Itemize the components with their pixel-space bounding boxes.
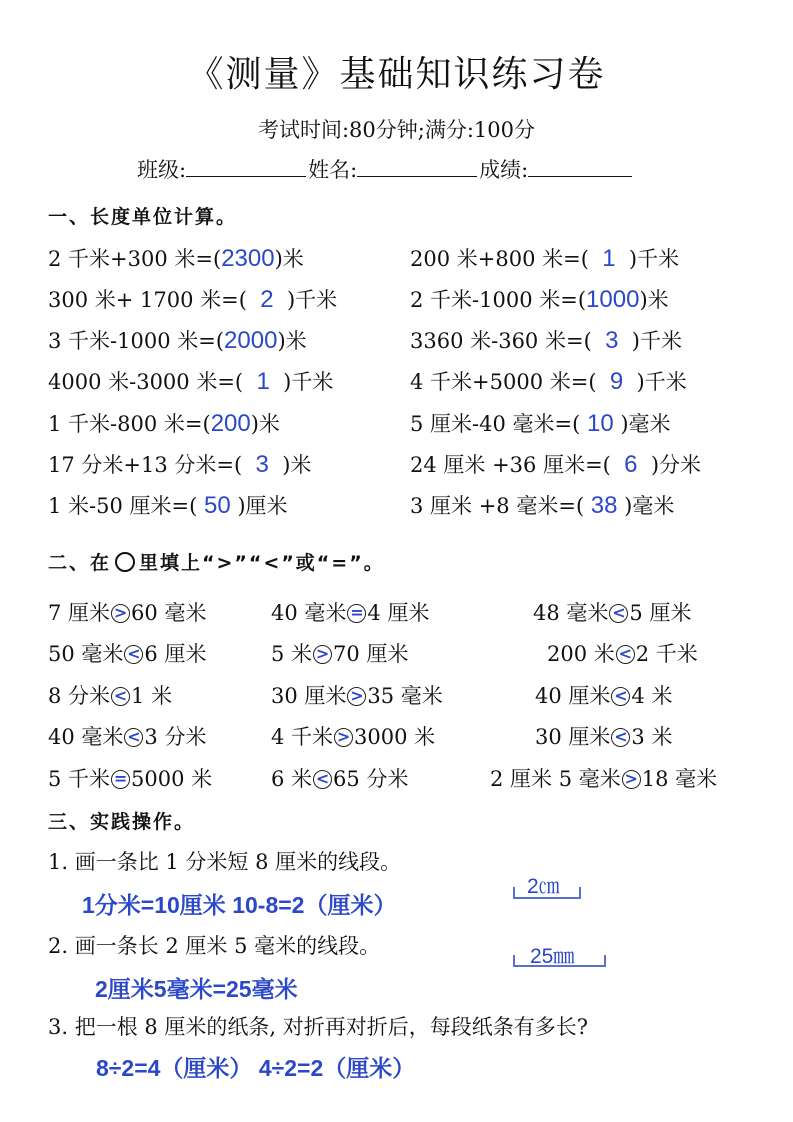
- answer-field[interactable]: 1000: [586, 286, 640, 313]
- right-quantity: 2 千米: [635, 642, 698, 666]
- comparison-item: [48, 680, 172, 710]
- question-2: 2. 画一条长 2 厘米 5 毫米的线段。: [48, 934, 381, 958]
- right-quantity: 3 米: [631, 725, 673, 749]
- right-quantity: 4 米: [631, 684, 673, 708]
- calc-problem: [410, 366, 687, 396]
- answer-1: 1分米=10厘米 10-8=2（厘米）: [82, 892, 397, 918]
- left-quantity: 30 厘米: [535, 725, 611, 749]
- right-quantity: 4 厘米: [367, 601, 430, 625]
- name-field[interactable]: [357, 154, 477, 177]
- answer-field[interactable]: 38: [590, 492, 618, 519]
- calc-problem: [410, 325, 682, 355]
- answer-field[interactable]: 2300: [221, 245, 275, 272]
- segment-2-label: 25㎜: [530, 945, 575, 968]
- left-quantity: 40 毫米: [271, 601, 347, 625]
- calc-problem: [48, 366, 333, 396]
- unit-text: )米: [277, 329, 307, 353]
- comparison-item: [271, 680, 443, 710]
- answer-3: 8÷2=4（厘米） 4÷2=2（厘米）: [96, 1055, 416, 1081]
- problem-text: 3 厘米 +8 毫米=(: [410, 494, 585, 518]
- comparison-item: [48, 763, 212, 793]
- unit-text: )毫米: [624, 494, 675, 518]
- comparison-circle[interactable]: <: [124, 645, 143, 664]
- class-field[interactable]: [186, 154, 306, 177]
- class-label: 班级:: [137, 158, 187, 182]
- problem-text: 4000 米-3000 米=(: [48, 370, 244, 394]
- unit-text: )米: [274, 247, 304, 271]
- comparison-circle[interactable]: =: [111, 770, 130, 789]
- calc-problem: [410, 243, 679, 273]
- right-quantity: 3000 米: [354, 725, 436, 749]
- left-quantity: 40 毫米: [48, 725, 124, 749]
- problem-text: 24 厘米 +36 厘米=(: [410, 453, 611, 477]
- problem-text: 1 千米-800 米=(: [48, 412, 211, 436]
- comparison-item: [271, 638, 408, 668]
- left-quantity: 40 厘米: [535, 684, 611, 708]
- comparison-circle[interactable]: >: [334, 728, 353, 747]
- right-quantity: 6 厘米: [144, 642, 207, 666]
- left-quantity: 50 毫米: [48, 642, 124, 666]
- score-label: 成绩:: [479, 158, 529, 182]
- section1-heading: 一、长度单位计算。: [48, 206, 238, 228]
- answer-field[interactable]: 1: [256, 368, 270, 395]
- right-quantity: 18 毫米: [641, 767, 718, 791]
- problem-text: 200 米+800 米=(: [410, 247, 589, 271]
- score-field[interactable]: [528, 154, 632, 177]
- unit-text: )米: [282, 453, 312, 477]
- comparison-circle[interactable]: <: [124, 728, 143, 747]
- unit-text: )千米: [286, 288, 338, 312]
- calc-problem: [48, 243, 304, 273]
- calc-problem: [410, 284, 669, 314]
- comparison-item: [48, 721, 206, 751]
- right-quantity: 3 分米: [144, 725, 207, 749]
- comparison-item: [535, 680, 672, 710]
- segment-1-line: [513, 887, 581, 899]
- segment-2-line: [513, 955, 606, 967]
- comparison-item: [271, 721, 435, 751]
- comparison-circle[interactable]: <: [313, 770, 332, 789]
- comparison-circle[interactable]: >: [347, 687, 366, 706]
- calc-problem: [410, 408, 671, 438]
- section2-heading-pre: 二、在: [48, 552, 112, 574]
- calc-problem: [48, 325, 307, 355]
- left-quantity: 48 毫米: [533, 601, 609, 625]
- right-quantity: 65 分米: [333, 767, 409, 791]
- circle-icon: [115, 552, 135, 572]
- answer-field[interactable]: 1: [602, 245, 616, 272]
- problem-text: 300 米+ 1700 米=(: [48, 288, 247, 312]
- answer-field[interactable]: 2000: [224, 327, 278, 354]
- unit-text: )千米: [283, 370, 334, 394]
- comparison-circle[interactable]: <: [616, 645, 635, 664]
- left-quantity: 30 厘米: [271, 684, 347, 708]
- comparison-item: [490, 763, 717, 793]
- answer-field[interactable]: 3: [605, 327, 619, 354]
- problem-text: 2 千米+300 米=(: [48, 247, 222, 271]
- right-quantity: 5000 米: [131, 767, 213, 791]
- problem-text: 17 分米+13 分米=(: [48, 453, 243, 477]
- section2-heading: [48, 548, 385, 575]
- answer-field[interactable]: 10: [586, 410, 614, 437]
- left-quantity: 5 千米: [48, 767, 111, 791]
- unit-text: )毫米: [620, 412, 671, 436]
- section2-heading-post: 里填上“>”“<”或“=”。: [139, 552, 385, 574]
- calc-problem: [48, 449, 311, 479]
- student-info-row: [137, 154, 634, 184]
- problem-text: 3 千米-1000 米=(: [48, 329, 225, 353]
- answer-field[interactable]: 200: [210, 410, 251, 437]
- answer-field[interactable]: 50: [203, 492, 231, 519]
- question-3: 3. 把一根 8 厘米的纸条, 对折再对折后，每段纸条有多长?: [48, 1015, 589, 1039]
- name-label: 姓名:: [308, 158, 358, 182]
- comparison-circle[interactable]: <: [609, 604, 628, 623]
- left-quantity: 8 分米: [48, 684, 111, 708]
- answer-field[interactable]: 2: [260, 286, 274, 313]
- answer-2: 2厘米5毫米=25毫米: [95, 976, 298, 1002]
- right-quantity: 60 毫米: [131, 601, 207, 625]
- problem-text: 5 厘米-40 毫米=(: [410, 412, 581, 436]
- calc-problem: [410, 449, 701, 479]
- comparison-item: [547, 638, 698, 668]
- comparison-item: [48, 597, 206, 627]
- exam-info: 考试时间:80分钟;满分:100分: [257, 118, 536, 142]
- answer-field[interactable]: 3: [255, 451, 269, 478]
- comparison-circle[interactable]: =: [347, 604, 366, 623]
- calc-problem: [48, 284, 337, 314]
- right-quantity: 5 厘米: [629, 601, 692, 625]
- left-quantity: 200 米: [547, 642, 615, 666]
- calc-problem: [48, 408, 280, 438]
- comparison-item: [271, 763, 408, 793]
- right-quantity: 70 厘米: [333, 642, 409, 666]
- unit-text: )千米: [628, 247, 680, 271]
- left-quantity: 4 千米: [271, 725, 334, 749]
- problem-text: 4 千米+5000 米=(: [410, 370, 597, 394]
- left-quantity: 7 厘米: [48, 601, 111, 625]
- problem-text: 1 米-50 厘米=(: [48, 494, 198, 518]
- page-title: 《测量》基础知识练习卷: [187, 54, 606, 95]
- problem-text: 3360 米-360 米=(: [410, 329, 592, 353]
- left-quantity: 6 米: [271, 767, 313, 791]
- unit-text: )千米: [636, 370, 687, 394]
- left-quantity: 5 米: [271, 642, 313, 666]
- unit-text: )千米: [631, 329, 682, 353]
- comparison-item: [535, 721, 672, 751]
- section3-heading: 三、实践操作。: [48, 811, 196, 833]
- answer-field[interactable]: 9: [609, 368, 624, 395]
- left-quantity: 2 厘米 5 毫米: [490, 767, 621, 791]
- comparison-circle[interactable]: >: [313, 645, 332, 664]
- problem-text: 2 千米-1000 米=(: [410, 288, 587, 312]
- comparison-circle[interactable]: >: [622, 770, 641, 789]
- comparison-circle[interactable]: <: [611, 687, 630, 706]
- calc-problem: [48, 490, 288, 520]
- segment-1-label: 2㎝: [527, 875, 560, 898]
- comparison-circle[interactable]: >: [111, 604, 130, 623]
- unit-text: )米: [639, 288, 669, 312]
- calc-problem: [410, 490, 674, 520]
- comparison-item: [533, 597, 691, 627]
- unit-text: )厘米: [237, 494, 288, 518]
- comparison-circle[interactable]: <: [611, 728, 630, 747]
- right-quantity: 1 米: [131, 684, 173, 708]
- comparison-item: [271, 597, 429, 627]
- comparison-circle[interactable]: <: [111, 687, 130, 706]
- unit-text: )米: [250, 412, 280, 436]
- unit-text: )分米: [650, 453, 702, 477]
- right-quantity: 35 毫米: [367, 684, 443, 708]
- answer-field[interactable]: 6: [624, 451, 638, 478]
- question-1: 1. 画一条比 1 分米短 8 厘米的线段。: [48, 850, 402, 874]
- comparison-item: [48, 638, 206, 668]
